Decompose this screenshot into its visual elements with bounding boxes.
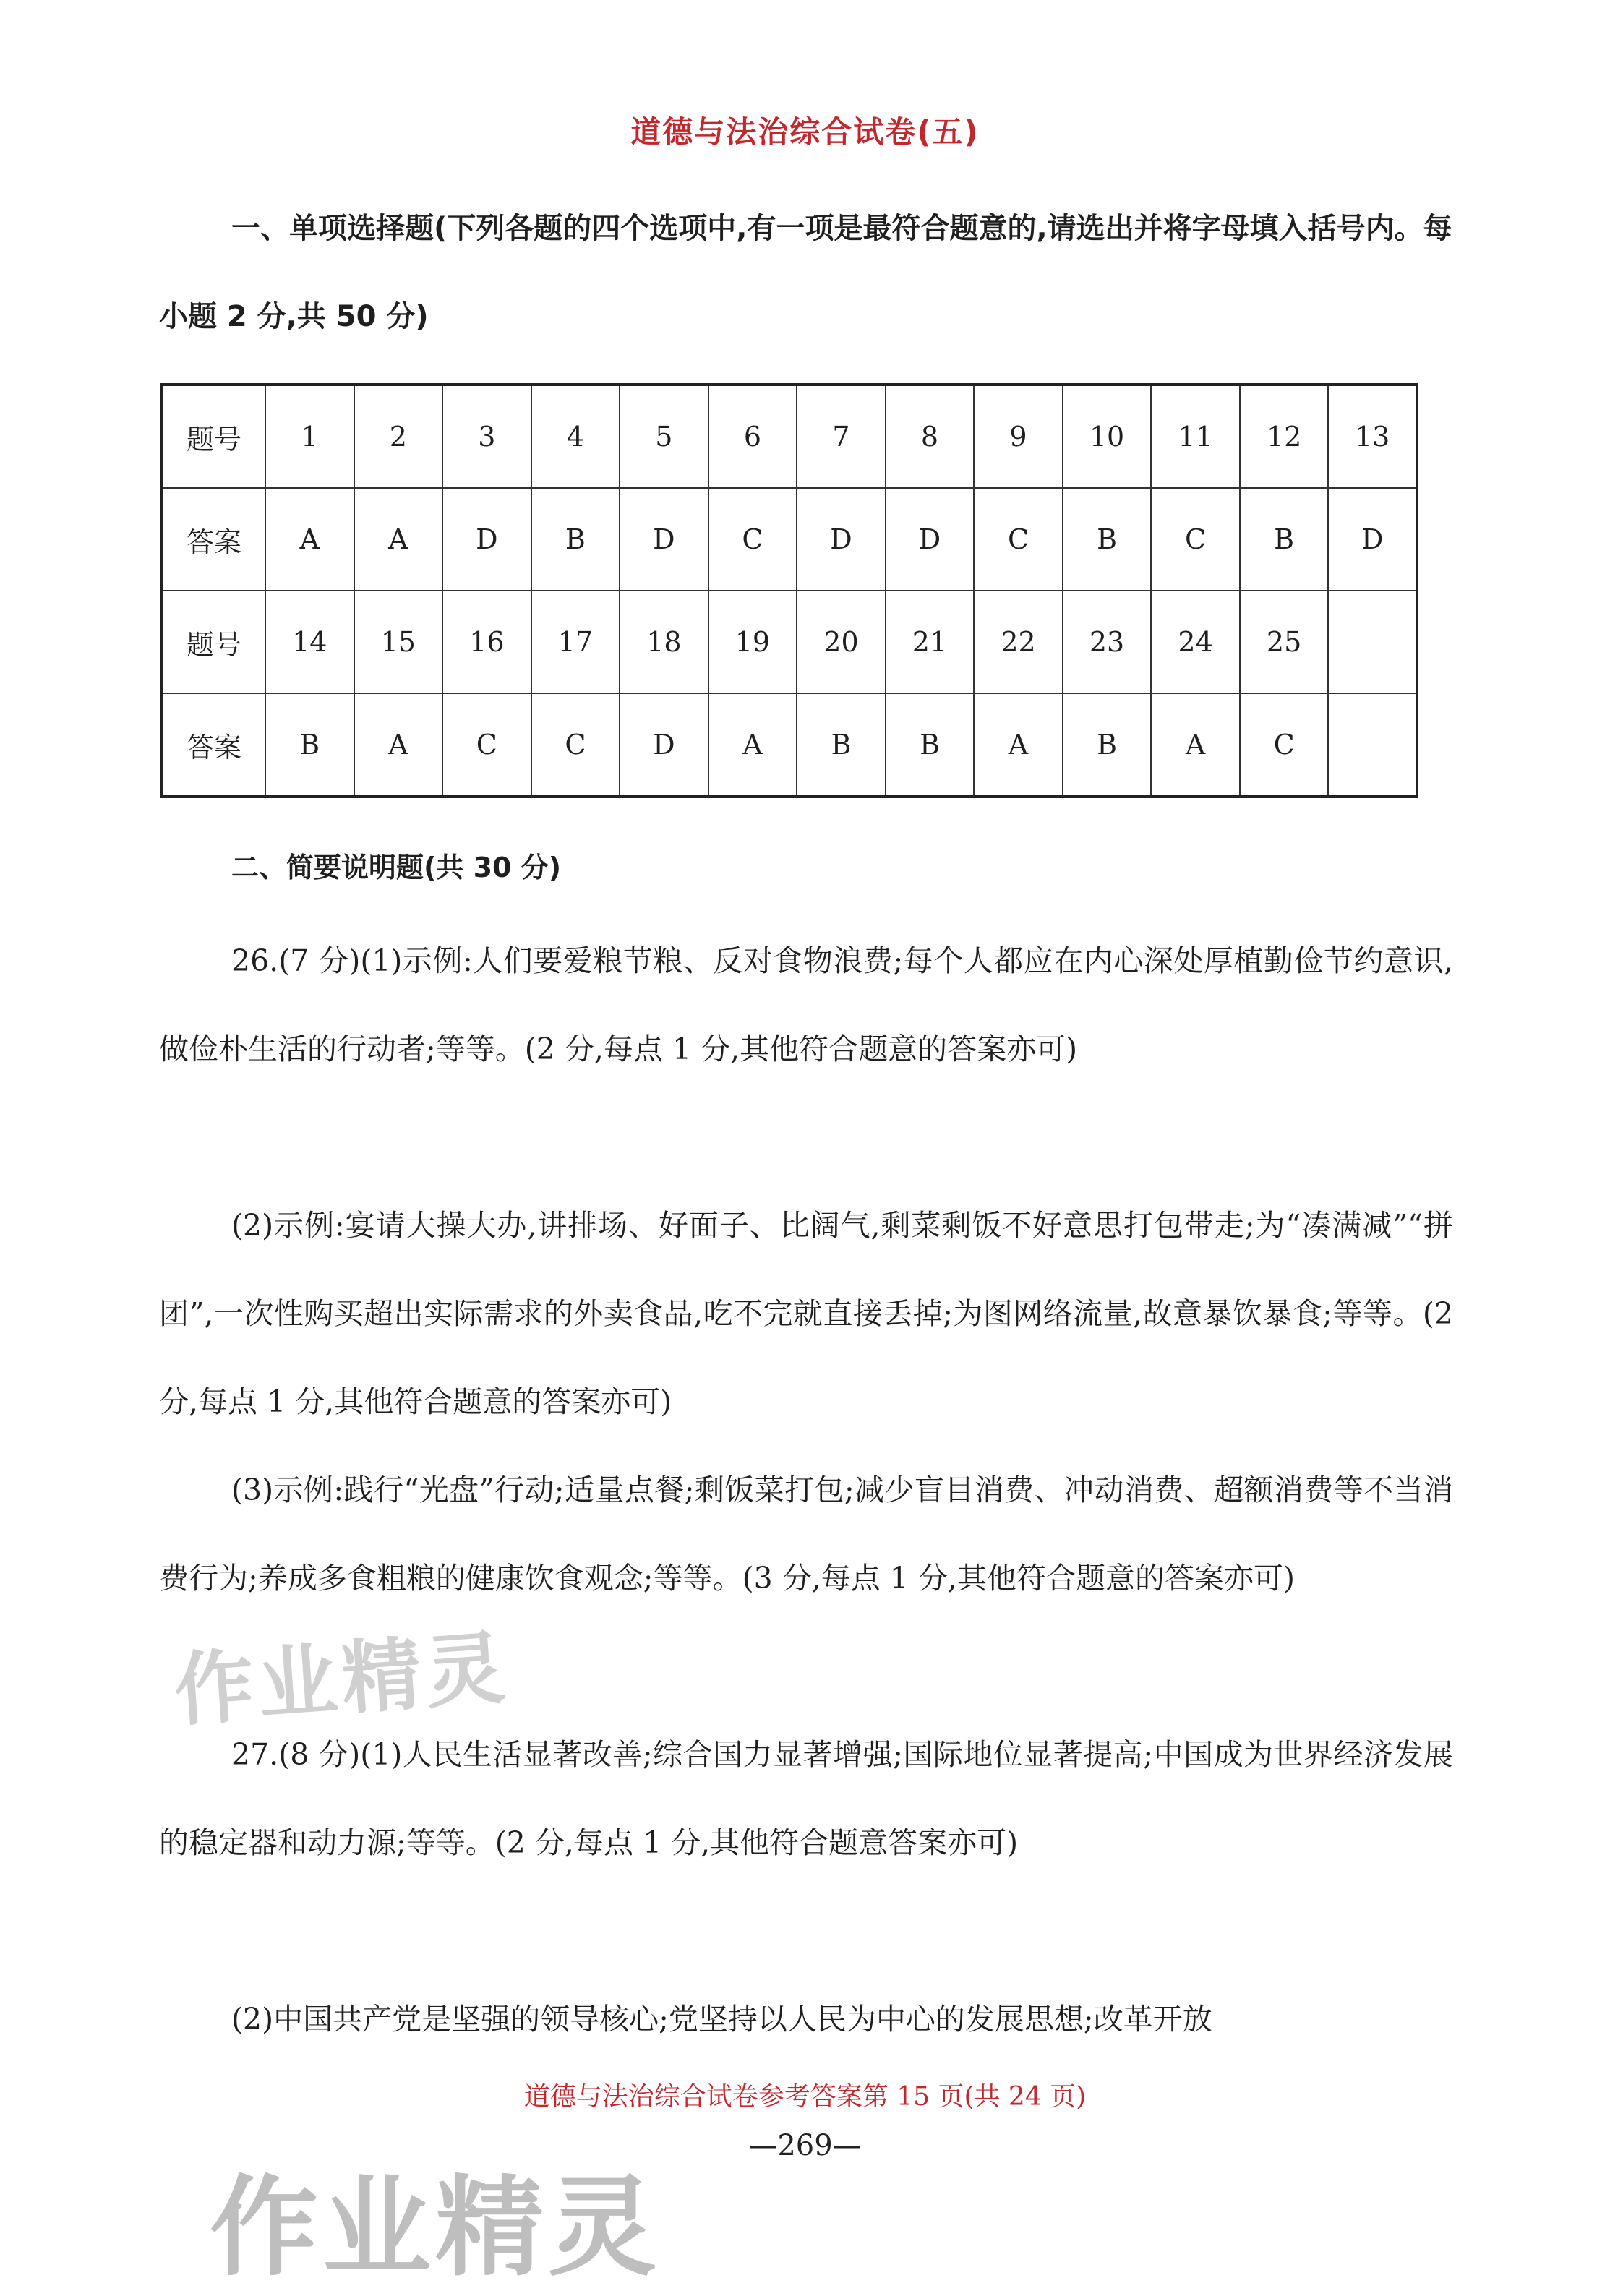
- row-label: 答案: [162, 488, 265, 591]
- watermark-middle: 作业精灵: [171, 1621, 513, 1738]
- page-footer: 道德与法治综合试卷参考答案第 15 页(共 24 页): [523, 2082, 1087, 2112]
- table-cell: 13: [1328, 385, 1417, 488]
- table-cell: 14: [265, 591, 354, 693]
- table-cell: A: [708, 693, 797, 797]
- table-row: [162, 591, 1417, 693]
- table-cell: D: [797, 488, 886, 591]
- answer-27-part-2: (2)中国共产党是坚强的领导核心;党坚持以人民为中心的发展思想;改革开放: [231, 2002, 1212, 2036]
- table-cell: 12: [1240, 385, 1329, 488]
- table-cell: 2: [354, 385, 443, 488]
- page-title: 道德与法治综合试卷(五): [630, 114, 980, 150]
- table-cell: C: [1240, 693, 1329, 797]
- answer-26-part-2: (2)示例:宴请大操大办,讲排场、好面子、比阔气,剩菜剩饭不好意思打包带走;为“凑满减”“拼团”,一次性购买超出实际需求的外卖食品,吃不完就直接丢掉;为图网络流量,故意暴饮暴食;等等。(2 分,每点 1 分,其他符合题意的答案亦可): [159, 1208, 1453, 1419]
- table-cell: 9: [974, 385, 1063, 488]
- table-cell: B: [797, 693, 886, 797]
- table-cell: D: [1328, 488, 1417, 591]
- table-cell: 18: [620, 591, 708, 693]
- table-cell: D: [620, 488, 708, 591]
- page-number: —269—: [748, 2129, 862, 2162]
- table-row: [162, 488, 1417, 591]
- watermark-bottom: 作业精灵: [210, 2165, 661, 2291]
- answer-27-part-1: 27.(8 分)(1)人民生活显著改善;综合国力显著增强;国际地位显著提高;中国成为世界经济发展的稳定器和动力源;等等。(2 分,每点 1 分,其他符合题意答案亦可): [159, 1737, 1453, 1860]
- table-cell: A: [265, 488, 354, 591]
- section-heading-choice: 一、单项选择题(下列各题的四个选项中,有一项是最符合题意的,请选出并将字母填入括号内。每小题 2 分,共 50 分): [159, 212, 1452, 333]
- answer-26-part-3: (3)示例:践行“光盘”行动;适量点餐;剩饭菜打包;减少盲目消费、冲动消费、超额消费等不当消费行为;养成多食粗粮的健康饮食观念;等等。(3 分,每点 1 分,其他符合题意的答案亦可): [159, 1473, 1453, 1595]
- table-cell: 3: [442, 385, 531, 488]
- table-cell: 22: [974, 591, 1063, 693]
- table-cell: A: [354, 693, 443, 797]
- table-cell: 4: [531, 385, 620, 488]
- table-cell: D: [886, 488, 975, 591]
- table-cell: 23: [1063, 591, 1152, 693]
- table-row: [162, 385, 1417, 488]
- table-cell: B: [886, 693, 975, 797]
- table-cell: 5: [620, 385, 708, 488]
- answer-26-part-1: 26.(7 分)(1)示例:人们要爱粮节粮、反对食物浪费;每个人都应在内心深处厚植勤俭节约意识,做俭朴生活的行动者;等等。(2 分,每点 1 分,其他符合题意的答案亦可): [159, 943, 1453, 1066]
- table-cell: [1328, 591, 1417, 693]
- table-cell: B: [1063, 693, 1152, 797]
- table-cell: C: [708, 488, 797, 591]
- table-cell: 15: [354, 591, 443, 693]
- table-cell: 19: [708, 591, 797, 693]
- table-cell: 21: [886, 591, 975, 693]
- table-cell: 20: [797, 591, 886, 693]
- table-cell: B: [1063, 488, 1152, 591]
- table-cell: 16: [442, 591, 531, 693]
- table-cell: 6: [708, 385, 797, 488]
- table-cell: D: [620, 693, 708, 797]
- table-cell: C: [442, 693, 531, 797]
- table-cell: 11: [1151, 385, 1240, 488]
- table-cell: A: [974, 693, 1063, 797]
- table-cell: 25: [1240, 591, 1329, 693]
- table-cell: 1: [265, 385, 354, 488]
- row-label: 题号: [162, 385, 265, 488]
- table-cell: B: [1240, 488, 1329, 591]
- table-cell: B: [531, 488, 620, 591]
- table-cell: 24: [1151, 591, 1240, 693]
- table-cell: 8: [886, 385, 975, 488]
- table-cell: C: [531, 693, 620, 797]
- row-label: 题号: [162, 591, 265, 693]
- table-cell: A: [354, 488, 443, 591]
- table-cell: C: [1151, 488, 1240, 591]
- table-cell: D: [442, 488, 531, 591]
- answer-table: [160, 383, 1418, 798]
- row-label: 答案: [162, 693, 265, 797]
- table-cell: 7: [797, 385, 886, 488]
- table-cell: [1328, 693, 1417, 797]
- table-cell: C: [974, 488, 1063, 591]
- table-cell: A: [1151, 693, 1240, 797]
- table-cell: B: [265, 693, 354, 797]
- table-cell: 17: [531, 591, 620, 693]
- table-cell: 10: [1063, 385, 1152, 488]
- table-row: [162, 693, 1417, 797]
- section-heading-short-answer: 二、简要说明题(共 30 分): [231, 852, 562, 883]
